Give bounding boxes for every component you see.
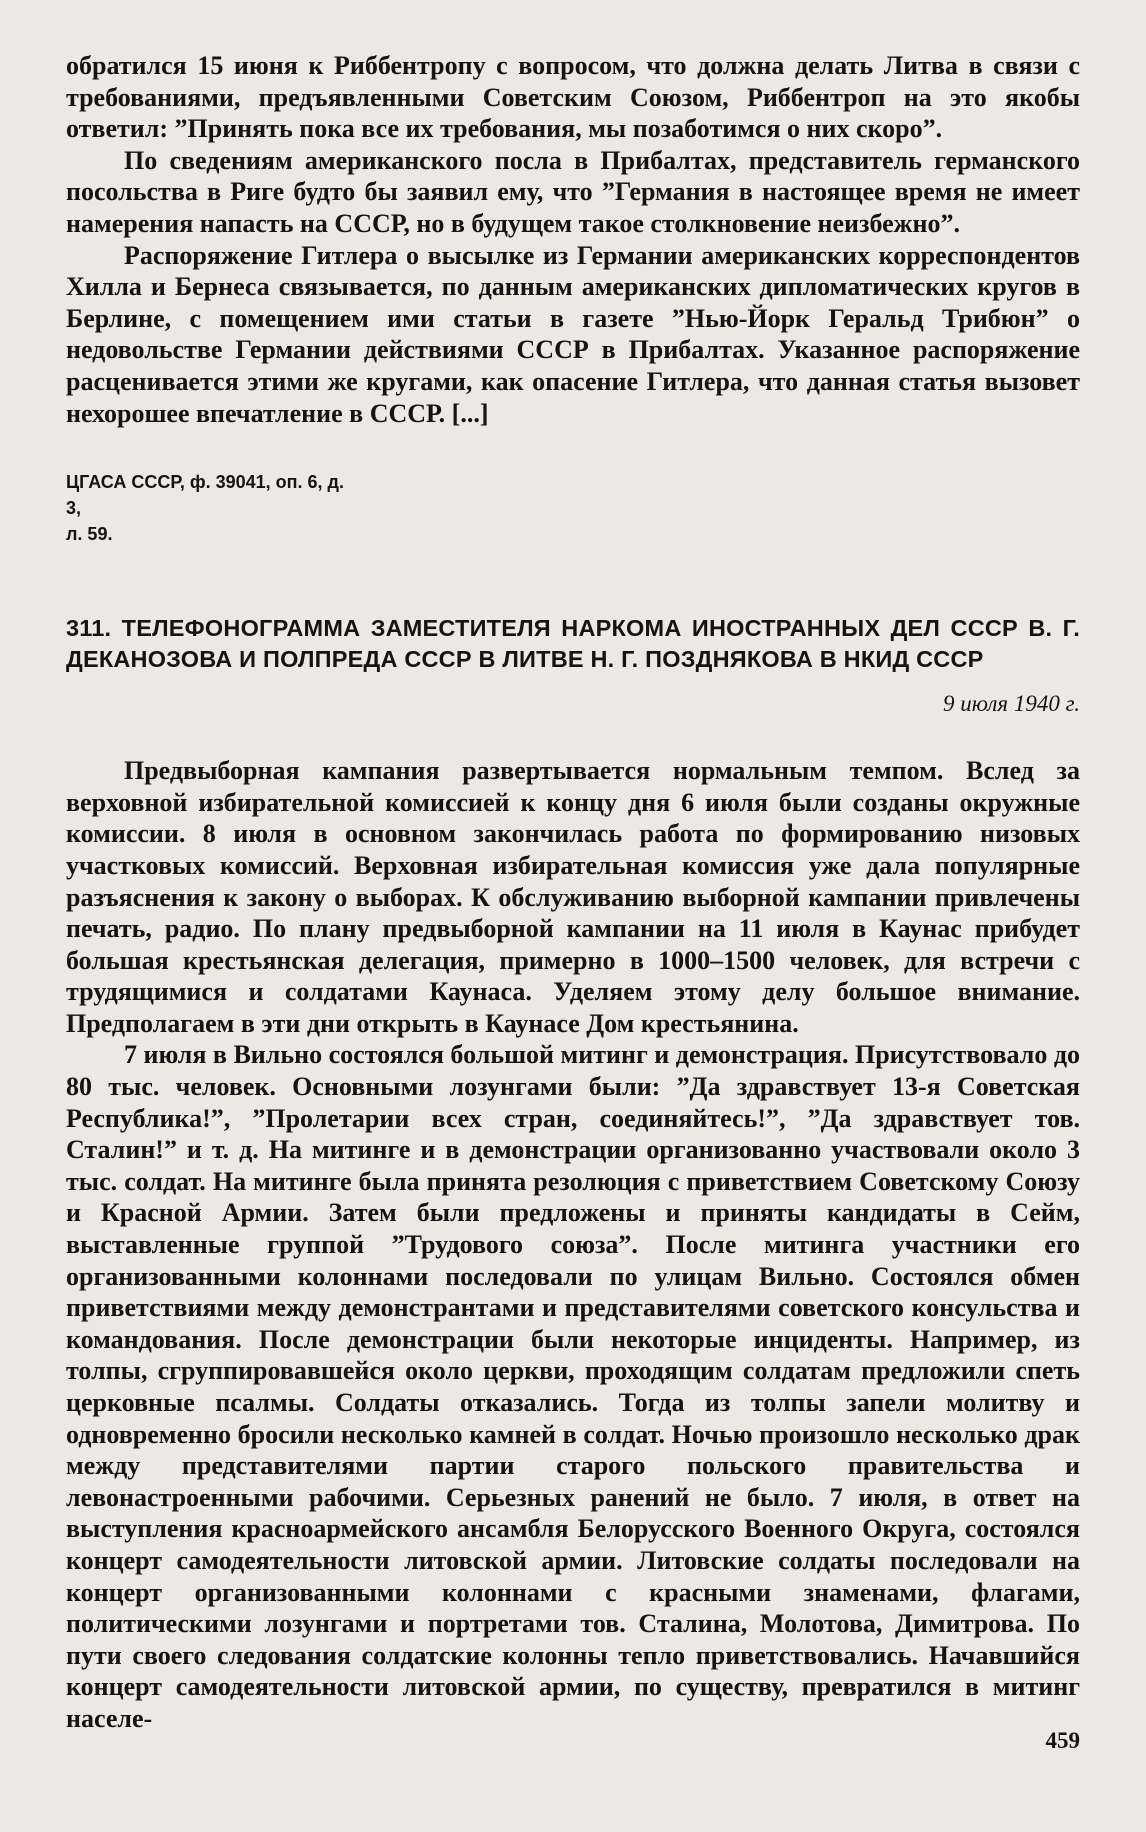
paragraph: По сведениям американского посла в Прибалтах, представитель германского посольства в Риге будто бы заявил ему, что ”Германия в настоящее время не имеет намерения напасть на СССР, но в будущем такое столкновение неизбежно”. [66,145,1080,238]
document-date: 9 июля 1940 г. [942,691,1080,717]
paragraph: Распоряжение Гитлера о высылке из Германии американских корреспондентов Хилла и Бернеса связывается, по данным американских дипломатических кругов в Берлине, с помещением ими статьи в газете ”Нью-Йорк Геральд Трибюн” о недовольстве Германии действиями СССР в Прибалтах. Указанное распоряжение расценивается этими же кругами, как опасение Гитлера, что данная статья вызовет нехорошее впечатление в СССР. [...] [66,240,1080,428]
paragraph: 7 июля в Вильно состоялся большой митинг и демонстрация. Присутствовало до 80 тыс. человек. Основными лозунгами были: ”Да здравствует 13-я Советская Республика!”, ”Пролетарии всех стран, соединяйтесь!”, ”Да здравствует тов. Сталин!” и т. д. На митинге и в демонстрации организованно участвовали около 3 тыс. солдат. На митинге была принята резолюция с приветствием Советскому Союзу и Красной Армии. Затем были предложены и приняты кандидаты в Сейм, выставленные группой ”Трудового союза”. После митинга участники его организованными колоннами последовали по улицам Вильно. Состоялся обмен приветствиями между демонстрантами и представителями советского консульства и командования. После демонстрации были некоторые инциденты. Например, из толпы, сгруппировавшейся около церкви, проходящим солдатам предложили спеть церковные псалмы. Солдаты отказались. Тогда из толпы запели молитву и одновременно бросили несколько камней в солдат. Ночью произошло несколько драк между представителями партии старого польского правительства и левонастроенными рабочими. Серьезных ранений не было. 7 июля, в ответ на выступления красноармейского ансамбля Белорусского Военного Округа, состоялся концерт самодеятельности литовской армии. Литовские солдаты последовали на концерт организованными колоннами с красными знаменами, флагами, политическими лозунгами и портретами тов. Сталина, Молотова, Димитрова. По пути своего следования солдатские колонны тепло приветствовались. Начавшийся концерт самодеятельности литовской армии, по существу, превратился в митинг населе- [66,1040,1080,1733]
previous-document-ending [66,50,1080,429]
paragraph: Предвыборная кампания развертывается нормальным темпом. Вслед за верховной избирательной комиссией к концу дня 6 июля были созданы окружные комиссии. 8 июля в основном закончилась работа по формированию низовых участковых комиссий. Верховная избирательная комиссия уже дала популярные разъяснения к закону о выборах. К обслуживанию выборной кампании привлечены печать, радио. По плану предвыборной кампании на 11 июля в Каунас прибудет большая крестьянская делегация, примерно в 1000–1500 человек, для встречи с трудящимися и солдатами Каунаса. Уделяем этому делу большое внимание. Предполагаем в эти дни открыть в Каунасе Дом крестьянина. [66,756,1080,1038]
page-number: 459 [1045,1728,1080,1753]
text-column [66,50,1080,1735]
paragraph: обратился 15 июня к Риббентропу с вопросом, что должна делать Литва в связи с требованиями, предъявленными Советским Союзом, Риббентроп на это якобы ответил: ”Принять пока все их требования, мы позаботимся о них скоро”. [66,51,1080,144]
archive-reference-line: ЦГАСА СССР, ф. 39041, оп. 6, д. 3, [66,472,344,519]
archive-reference-line: л. 59. [66,524,113,545]
archive-reference [66,469,346,547]
document-body [66,755,1080,1734]
document-title: 311. ТЕЛЕФОНОГРАММА ЗАМЕСТИТЕЛЯ НАРКОМА ИНОСТРАННЫХ ДЕЛ СССР В. Г. ДЕКАНОЗОВА И ПОЛПРЕДА СССР В ЛИТВЕ Н. Г. ПОЗДНЯКОВА В НКИД СССР [66,615,1080,673]
